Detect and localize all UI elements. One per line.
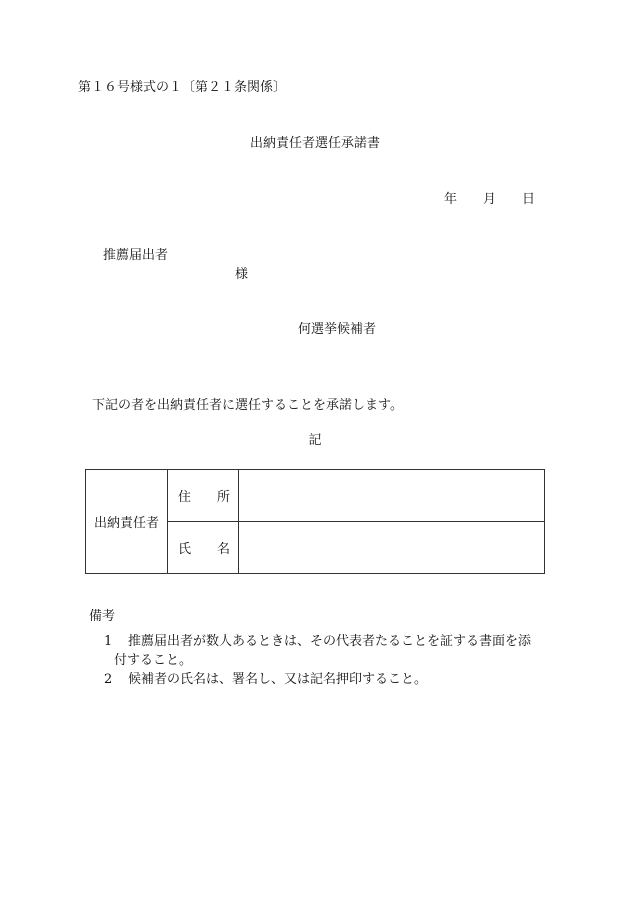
note-text-line2: 付すること。 [114, 653, 193, 668]
note-text-line1: 候補者の氏名は、署名し、又は記名押印すること。 [128, 672, 428, 687]
address-value-cell[interactable] [239, 470, 545, 522]
body-text: 下記の者を出納責任者に選任することを承諾します。 [92, 398, 403, 413]
document-title: 出納責任者選任承諾書 [249, 136, 380, 151]
notes-heading: 備考 [89, 609, 116, 624]
addressee-label: 推薦届出者 [103, 248, 169, 263]
name-label-a: 氏 [178, 542, 192, 557]
date-year-label: 年 [444, 192, 458, 207]
note-item [104, 670, 554, 689]
candidate-label: 何選挙候補者 [298, 322, 377, 337]
note-item [104, 632, 554, 670]
table-row [86, 470, 545, 522]
note-text-line1: 推薦届出者が数人あるときは、その代表者たることを証する書面を添 [128, 634, 532, 649]
form-number: 第１６号様式の１〔第２１条関係〕 [78, 80, 287, 95]
role-cell: 出納責任者 [86, 470, 168, 574]
ki-marker: 記 [308, 433, 322, 448]
addressee-honorific: 様 [235, 267, 249, 282]
name-label-b: 名 [216, 542, 230, 557]
name-value-cell[interactable] [239, 522, 545, 574]
date-line [444, 192, 535, 208]
note-number: 1 [104, 634, 113, 649]
address-label-b: 所 [216, 490, 230, 505]
note-number: 2 [104, 672, 113, 687]
address-label-a: 住 [178, 490, 192, 505]
date-month-label: 月 [483, 192, 497, 207]
address-label-cell [168, 470, 239, 522]
name-label-cell [168, 522, 239, 574]
treasurer-info-table [85, 469, 545, 574]
date-day-label: 日 [522, 192, 536, 207]
